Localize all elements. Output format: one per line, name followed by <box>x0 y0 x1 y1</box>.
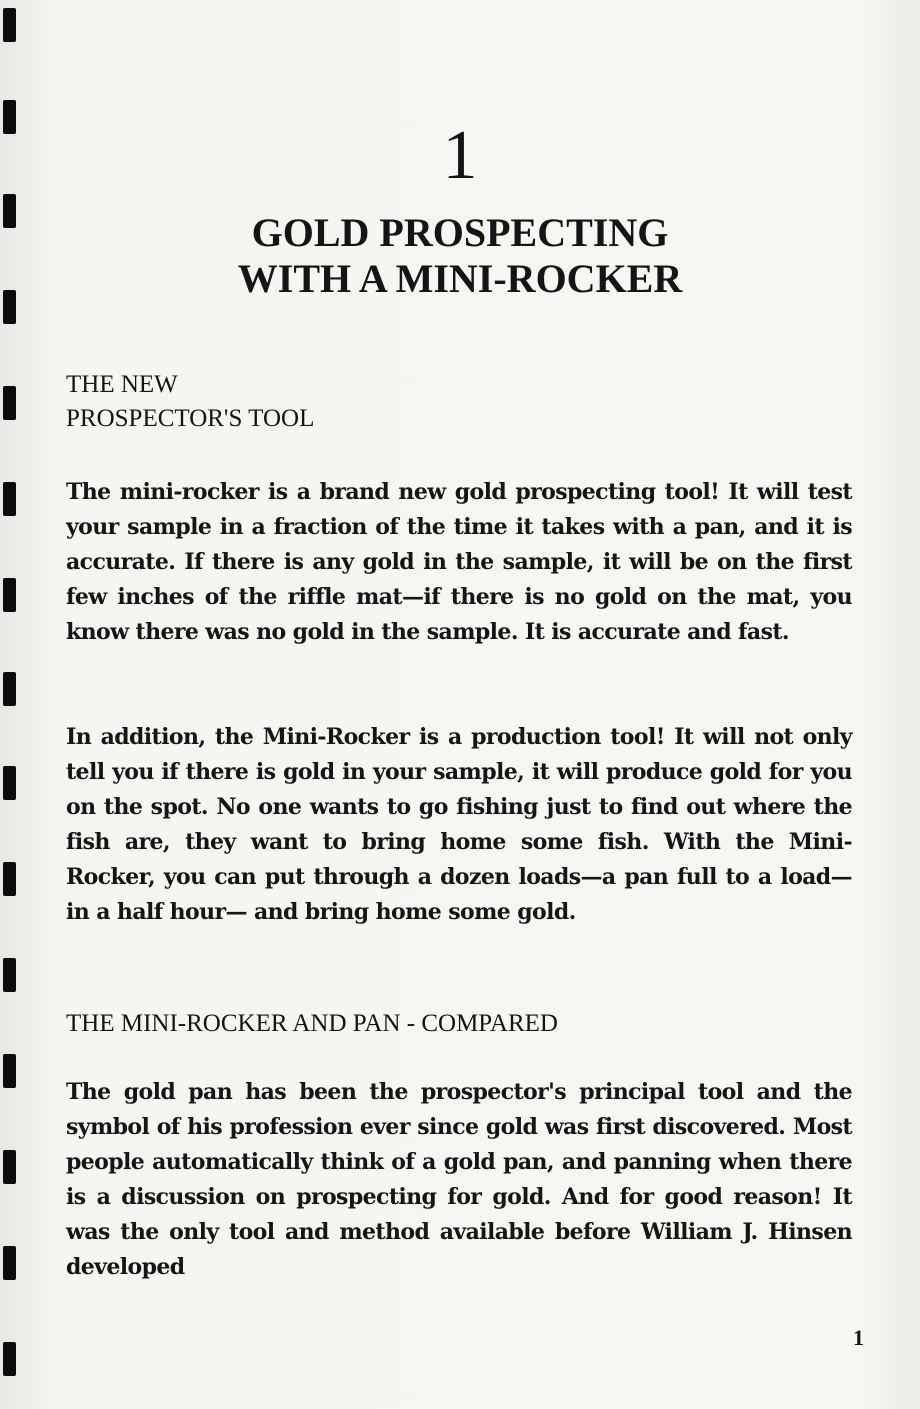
binding-tab <box>3 1054 16 1088</box>
body-paragraph: The mini-rocker is a brand new gold prospecting tool! It will test your sample in a fraction of the time it takes with a pan, and it is accurate. If there is any gold in the sample, it will be on the first few inches of the riffle mat—if there is no gold on the mat, you know there was no gold in the sample. It is accurate and fast. <box>66 479 852 645</box>
section-heading: THE MINI-ROCKER AND PAN - COMPARED <box>66 1010 558 1037</box>
binding-tab <box>3 482 16 516</box>
chapter-title-line: WITH A MINI-ROCKER <box>237 256 683 301</box>
binding-tab <box>3 1342 16 1376</box>
chapter-title-line: GOLD PROSPECTING <box>251 210 669 255</box>
binding-tab <box>3 672 16 706</box>
section-heading <box>66 368 314 436</box>
body-paragraph: In addition, the Mini-Rocker is a production tool! It will not only tell you if there is gold in your sample, it will produce gold for you on the spot. No one wants to go fishing just to find out where the fish are, they want to bring home some fish. With the Mini-Rocker, you can put through a dozen loads—a pan full to a load—in a half hour— and bring home some gold. <box>66 724 852 925</box>
binding-tab <box>3 386 16 420</box>
binding-tab <box>3 1150 16 1184</box>
section-heading-line: THE NEW <box>66 371 178 398</box>
binding-tab <box>3 1246 16 1280</box>
binding-tab <box>3 862 16 896</box>
binding-tab <box>3 766 16 800</box>
page-number: 1 <box>853 1325 864 1350</box>
binding-tab <box>3 8 16 42</box>
section-heading-line: PROSPECTOR'S TOOL <box>66 405 315 432</box>
chapter-title <box>0 210 920 302</box>
chapter-number: 1 <box>442 117 478 194</box>
binding-tab <box>3 578 16 612</box>
body-paragraph: The gold pan has been the prospector's principal tool and the symbol of his profession ever since gold was first discovered. Most people automatically think of a gold pan, and panning when there is a discussion on prospecting for gold. And for good reason! It was the only tool and method available before William J. Hinsen developed <box>66 1079 852 1280</box>
binding-tab <box>3 958 16 992</box>
